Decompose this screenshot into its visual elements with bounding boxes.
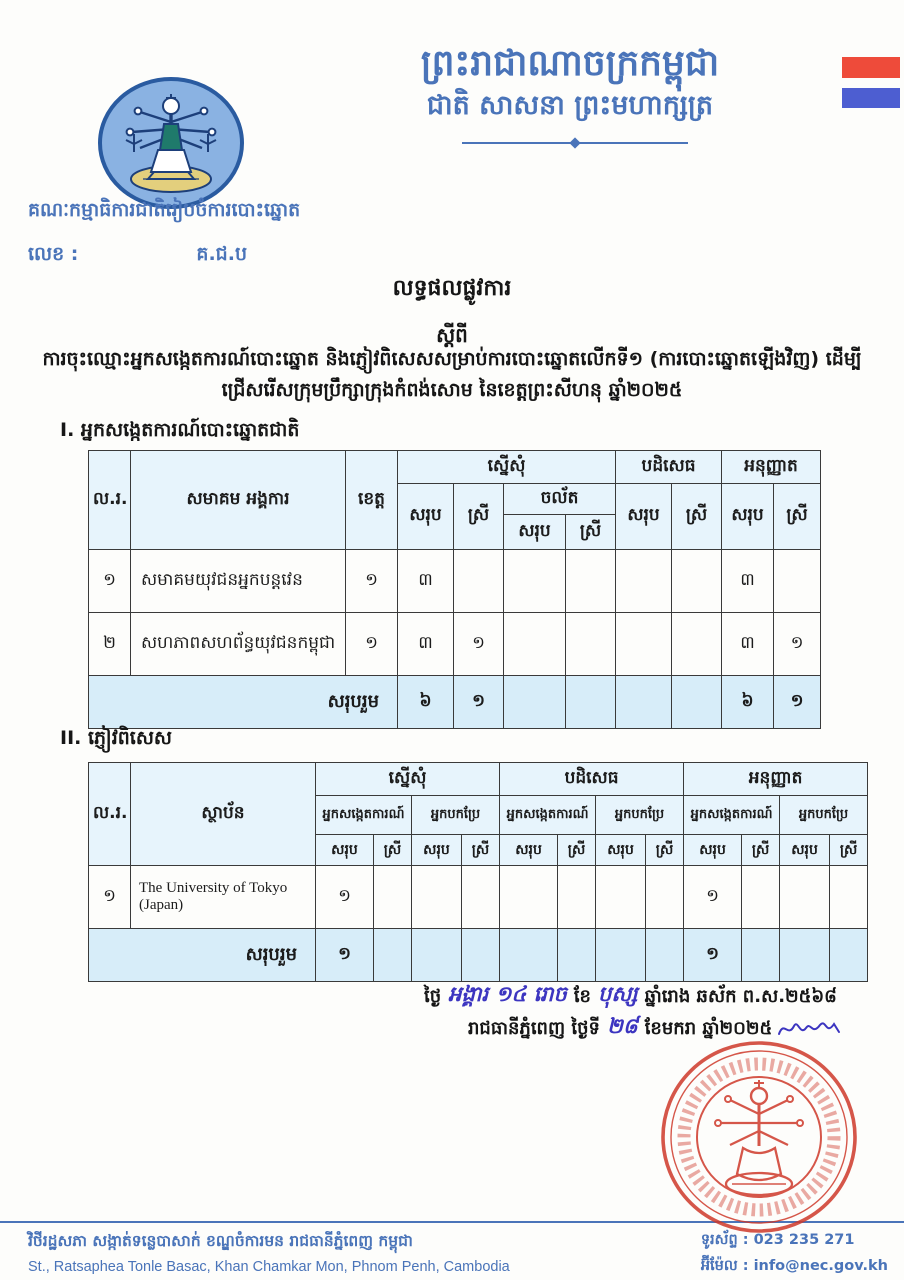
table-cell: ១ [316, 929, 374, 982]
handwritten-date: ២៨ [606, 1014, 638, 1038]
table-cell [780, 866, 830, 929]
table-cell [454, 550, 504, 613]
table-cell [374, 929, 412, 982]
col-header-total: សរុប [398, 484, 454, 550]
footer [0, 1221, 904, 1280]
national-motto: ជាតិ សាសនា ព្រះមហាក្សត្រ [426, 90, 714, 122]
total-label: សរុបរួម [89, 676, 398, 729]
col-header-requested: ស្នើសុំ [316, 763, 500, 796]
table-cell [500, 866, 558, 929]
col-header-female: ស្រី [558, 835, 596, 866]
table-cell [646, 866, 684, 929]
lunar-date-line [424, 982, 837, 1013]
table-cell [412, 866, 462, 929]
table-cell [596, 866, 646, 929]
col-header-female: ស្រី [742, 835, 780, 866]
doc-title: លទ្ធផលផ្លូវការ [392, 276, 512, 301]
col-header-observer: អ្នកសង្កេតការណ៍ [316, 796, 412, 835]
section-1-heading: I. អ្នកសង្កេតការណ៍បោះឆ្នោតជាតិ [60, 419, 300, 441]
table-cell-institution: The University of Tokyo (Japan) [131, 866, 316, 929]
table-cell [462, 866, 500, 929]
table-cell-org: សមាគមយុវជនអ្នកបន្តវេន [131, 550, 346, 613]
guests-table [88, 762, 868, 982]
table-cell: ១ [454, 676, 504, 729]
document-number-label: លេខ : [28, 243, 79, 265]
table-cell [504, 676, 566, 729]
date-line2-rest: ខែមករា ឆ្នាំ២០២៥ [644, 1018, 773, 1039]
table-cell [500, 929, 558, 982]
table-cell: ៣ [722, 613, 774, 676]
blue-highlight-mark [842, 88, 900, 108]
col-header-total: សរុប [504, 515, 566, 550]
table-cell [616, 550, 672, 613]
table-cell: ៣ [722, 550, 774, 613]
gregorian-date-line [468, 1014, 842, 1045]
table-cell: ១ [346, 550, 398, 613]
col-header-female: ស្រី [566, 515, 616, 550]
table-cell: ១ [774, 613, 821, 676]
col-header-observer: អ្នកសង្កេតការណ៍ [684, 796, 780, 835]
col-header-total: សរុប [780, 835, 830, 866]
table-header-row [89, 763, 868, 796]
table-cell [616, 676, 672, 729]
doc-title-block [0, 274, 904, 352]
header-divider [462, 138, 688, 148]
document-header [260, 42, 880, 123]
table-cell [742, 866, 780, 929]
table-cell: ២ [89, 613, 131, 676]
doc-subtitle: ស្តីពី [436, 323, 468, 347]
table-cell [504, 613, 566, 676]
table-cell [412, 929, 462, 982]
table-row [89, 613, 821, 676]
table-cell: ១ [684, 929, 742, 982]
email-value: info@nec.gov.kh [753, 1258, 888, 1274]
col-header-female: ស្រី [672, 484, 722, 550]
table-cell [672, 550, 722, 613]
col-header-rejected: បដិសេធ [616, 451, 722, 484]
date-rest: ឆ្នាំរោង ឆស័ក ព.ស.២៥៦៨ [644, 986, 837, 1007]
date-prefix-month: ខែ [573, 986, 591, 1007]
table-cell [616, 613, 672, 676]
table-cell [780, 929, 830, 982]
doc-description: ការចុះឈ្មោះអ្នកសង្កេតការណ៍បោះឆ្នោត និងភ្ញៀវពិសេសសម្រាប់ការបោះឆ្នោតលើកទី១ (ការបោះឆ្នោតឡើងវិញ) ដើម្បីជ្រើសរើសក្រុមប្រឹក្សាក្រុងកំពង់សោម នៃខេត្តព្រះសីហនុ ឆ្នាំ២០២៥ [42, 348, 862, 402]
document-number-value: គ.ជ.ប [196, 243, 248, 265]
table-row [89, 550, 821, 613]
official-seal-icon [642, 1038, 876, 1236]
total-label: សរុបរួម [89, 929, 316, 982]
table-row [89, 866, 868, 929]
col-header-female: ស្រី [830, 835, 868, 866]
col-header-female: ស្រី [454, 484, 504, 550]
table-cell: ១ [316, 866, 374, 929]
observers-table [88, 450, 821, 729]
table-cell: ៣ [398, 550, 454, 613]
table-cell [566, 676, 616, 729]
col-header-female: ស្រី [462, 835, 500, 866]
col-header-interpreter: អ្នកបកប្រែ [596, 796, 684, 835]
table-cell [830, 866, 868, 929]
table-cell: ១ [89, 866, 131, 929]
col-header-total: សរុប [500, 835, 558, 866]
table-cell [672, 613, 722, 676]
committee-name: គណៈកម្មាធិការជាតិរៀបចំការបោះឆ្នោត [28, 199, 301, 221]
col-header-province: ខេត្ត [346, 451, 398, 550]
table-cell [830, 929, 868, 982]
table-cell [646, 929, 684, 982]
date-line2-prefix: រាជធានីភ្នំពេញ ថ្ងៃទី [468, 1018, 600, 1039]
table-cell-org: សហភាពសហព័ន្ធយុវជនកម្ពុជា [131, 613, 346, 676]
signature-initials-icon [776, 1016, 842, 1042]
date-prefix-day: ថ្ងៃ [424, 986, 442, 1007]
table-cell [504, 550, 566, 613]
handwritten-month: បុស្ស [597, 982, 638, 1006]
table-cell: ១ [774, 676, 821, 729]
col-header-total: សរុប [596, 835, 646, 866]
table-cell: ១ [346, 613, 398, 676]
phone-label: ទូរស័ព្ទ : [700, 1232, 749, 1248]
col-header-approved: អនុញ្ញាត [722, 451, 821, 484]
col-header-total: សរុប [316, 835, 374, 866]
col-header-total: សរុប [722, 484, 774, 550]
handwritten-day: អង្គារ ១៤ រោច [448, 982, 567, 1006]
table-cell [672, 676, 722, 729]
table-cell [742, 929, 780, 982]
col-header-total: សរុប [412, 835, 462, 866]
col-header-female: ស្រី [374, 835, 412, 866]
email-label: អ៊ីម៉ែល : [700, 1258, 749, 1274]
table-cell: ៦ [722, 676, 774, 729]
table-cell: ១ [454, 613, 504, 676]
col-header-org: សមាគម អង្គការ [131, 451, 346, 550]
table-cell [774, 550, 821, 613]
col-header-no: ល.រ. [89, 763, 131, 866]
col-header-interpreter: អ្នកបកប្រែ [780, 796, 868, 835]
col-header-approved: អនុញ្ញាត [684, 763, 868, 796]
nec-logo-icon [96, 76, 246, 211]
col-header-mobile: ចល័ត [504, 484, 616, 515]
table-cell [566, 613, 616, 676]
table-cell [596, 929, 646, 982]
col-header-no: ល.រ. [89, 451, 131, 550]
col-header-observer: អ្នកសង្កេតការណ៍ [500, 796, 596, 835]
col-header-requested: ស្នើសុំ [398, 451, 616, 484]
table-cell [558, 929, 596, 982]
committee-block [28, 198, 300, 270]
address-english: St., Ratsaphea Tonle Basac, Khan Chamkar Mon, Phnom Penh, Cambodia [28, 1259, 510, 1275]
table-header-row [89, 451, 821, 484]
col-header-total: សរុប [684, 835, 742, 866]
red-highlight-mark [842, 57, 900, 78]
total-row [89, 676, 821, 729]
col-header-rejected: បដិសេធ [500, 763, 684, 796]
table-cell [566, 550, 616, 613]
table-cell: ១ [89, 550, 131, 613]
table-cell [374, 866, 412, 929]
total-row [89, 929, 868, 982]
table-cell: ៦ [398, 676, 454, 729]
phone-value: 023 235 271 [753, 1232, 855, 1248]
col-header-female: ស្រី [646, 835, 684, 866]
table-cell: ៣ [398, 613, 454, 676]
col-header-interpreter: អ្នកបកប្រែ [412, 796, 500, 835]
kingdom-title: ព្រះរាជាណាចក្រកម្ពុជា [420, 43, 720, 84]
table-cell: ១ [684, 866, 742, 929]
col-header-female: ស្រី [774, 484, 821, 550]
table-cell [462, 929, 500, 982]
table-cell [558, 866, 596, 929]
col-header-total: សរុប [616, 484, 672, 550]
col-header-institution: ស្ថាប័ន [131, 763, 316, 866]
address-khmer: វិថីរដ្ឋសភា សង្កាត់ទន្លេបាសាក់ ខណ្ឌចំការមន រាជធានីភ្នំពេញ កម្ពុជា [28, 1232, 413, 1250]
section-2-heading: II. ភ្ញៀវពិសេស [60, 727, 173, 749]
